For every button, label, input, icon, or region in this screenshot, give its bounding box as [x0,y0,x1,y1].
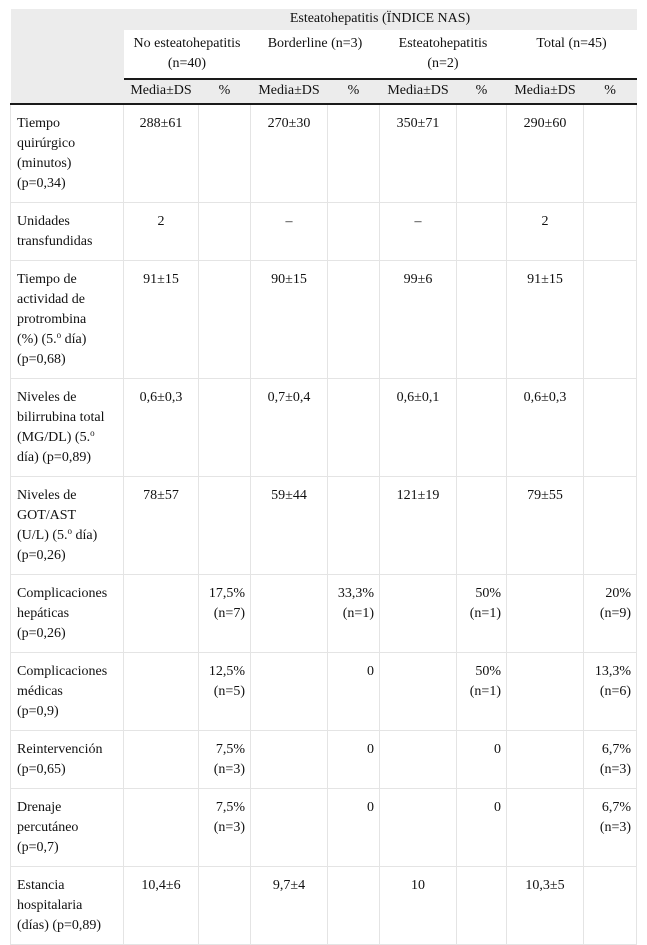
mean-sd-cell: 121±19 [380,477,457,575]
mean-sd-cell: 10,3±5 [507,867,584,945]
percent-cell [199,203,251,261]
row-label-line: Estancia [17,878,65,893]
subheader-percent: % [457,79,507,104]
percent-cell: 7,5% (n=3) [199,789,251,867]
percent-cell [199,477,251,575]
mean-sd-cell: 0,7±0,4 [251,379,328,477]
row-label-line: Tiempo de [17,272,77,287]
row-label-line: (U/L) (5.$^o$ día) [17,526,98,543]
mean-sd-cell: 0,6±0,3 [124,379,199,477]
row-label-line: (p=0,9) [17,704,59,719]
percent-cell [328,104,380,203]
row-label-line: percutáneo [17,820,79,835]
row-label-line: Complicaciones [17,664,108,679]
mean-sd-cell [124,731,199,789]
percent-cell [328,261,380,379]
mean-sd-cell: 288±61 [124,104,199,203]
percent-cell [584,867,637,945]
table-row [11,731,637,789]
corner-cell [11,9,124,30]
row-label-line: Tiempo [17,116,61,131]
percent-cell: 0 [457,789,507,867]
row-label-line: hospitalaria [17,898,83,913]
percent-cell: 50% (n=1) [457,575,507,653]
row-label-line: Niveles de [17,488,77,503]
percent-cell [584,104,637,203]
group-label: Borderline (n=3) [267,36,363,51]
group-label: No esteatohepatitis [133,36,241,51]
subheader-percent: % [328,79,380,104]
percent-cell [199,379,251,477]
percent-cell: 6,7% (n=3) [584,731,637,789]
row-label [11,261,124,379]
group-header-esteatohepatitis [380,30,507,79]
percent-cell [457,867,507,945]
group-header-no-esteatohepatitis [124,30,251,79]
percent-cell: 6,7% (n=3) [584,789,637,867]
subheader-percent: % [584,79,637,104]
mean-sd-cell [124,789,199,867]
mean-sd-cell [507,653,584,731]
percent-cell [457,104,507,203]
row-label [11,203,124,261]
row-label [11,731,124,789]
row-label-line: (%) (5.$^o$ día) [17,330,87,347]
row-label-line: (p=0,65) [17,762,66,777]
percent-cell [584,379,637,477]
table-row [11,261,637,379]
row-label [11,477,124,575]
row-label-line: médicas [17,684,63,699]
mean-sd-cell: – [380,203,457,261]
corner-cell [11,79,124,104]
mean-sd-cell: 91±15 [507,261,584,379]
percent-cell: 20% (n=9) [584,575,637,653]
percent-cell: 17,5% (n=7) [199,575,251,653]
row-label-line: (p=0,34) [17,176,66,191]
row-label [11,575,124,653]
table-row [11,653,637,731]
percent-cell [457,261,507,379]
group-header-total [507,30,637,79]
subheader-media-ds: Media±DS [507,79,584,104]
subheader-media-ds: Media±DS [380,79,457,104]
table-row [11,104,637,203]
table-row [11,379,637,477]
percent-cell: 50% (n=1) [457,653,507,731]
row-label-line: (p=0,26) [17,548,66,563]
mean-sd-cell: 290±60 [507,104,584,203]
table-row [11,477,637,575]
mean-sd-cell: 79±55 [507,477,584,575]
mean-sd-cell [507,731,584,789]
percent-cell [328,867,380,945]
mean-sd-cell: 10 [380,867,457,945]
mean-sd-cell [380,789,457,867]
percent-cell [584,477,637,575]
percent-cell [328,477,380,575]
row-label [11,379,124,477]
mean-sd-cell: 0,6±0,3 [507,379,584,477]
row-label-line: quirúrgico [17,136,76,151]
percent-cell: 33,3% (n=1) [328,575,380,653]
mean-sd-cell: 99±6 [380,261,457,379]
subheader-percent: % [199,79,251,104]
row-label [11,867,124,945]
mean-sd-cell: 9,7±4 [251,867,328,945]
results-table [10,9,637,945]
corner-cell [11,30,124,79]
mean-sd-cell: 2 [507,203,584,261]
row-label-line: Drenaje [17,800,62,815]
row-label-line: Unidades [17,214,70,229]
table-row [11,575,637,653]
mean-sd-cell [124,575,199,653]
table-row [11,789,637,867]
percent-cell: 7,5% (n=3) [199,731,251,789]
mean-sd-cell: 90±15 [251,261,328,379]
row-label-line: actividad de [17,292,86,307]
table-row [11,203,637,261]
mean-sd-cell [380,653,457,731]
group-header-borderline [251,30,380,79]
percent-cell [457,379,507,477]
percent-cell [199,261,251,379]
row-label-line: (p=0,26) [17,626,66,641]
row-label-line: transfundidas [17,234,93,249]
mean-sd-cell [251,789,328,867]
row-label [11,789,124,867]
mean-sd-cell [380,731,457,789]
mean-sd-cell [507,575,584,653]
mean-sd-cell [251,575,328,653]
percent-cell: 0 [457,731,507,789]
percent-cell: 0 [328,653,380,731]
group-label: Esteatohepatitis [398,36,488,51]
row-label [11,653,124,731]
row-label-line: bilirrubina total [17,410,105,425]
percent-cell: 12,5% (n=5) [199,653,251,731]
percent-cell [328,379,380,477]
percent-cell: 0 [328,789,380,867]
mean-sd-cell [251,653,328,731]
mean-sd-cell: 10,4±6 [124,867,199,945]
table-title: Esteatohepatitis (ÏNDICE NAS) [124,9,637,30]
mean-sd-cell: 270±30 [251,104,328,203]
mean-sd-cell: 59±44 [251,477,328,575]
percent-cell [457,477,507,575]
row-label-line: protrombina [17,312,87,327]
row-label-line: (MG/DL) (5.$^o$ [17,428,95,445]
row-label-line: (días) (p=0,89) [17,918,102,933]
mean-sd-cell [507,789,584,867]
row-label-line: GOT/AST [17,508,77,523]
mean-sd-cell: 350±71 [380,104,457,203]
mean-sd-cell: 0,6±0,1 [380,379,457,477]
percent-cell [199,867,251,945]
group-label: Total (n=45) [536,36,607,51]
mean-sd-cell: 78±57 [124,477,199,575]
row-label-line: Reintervención [17,742,103,757]
mean-sd-cell: 91±15 [124,261,199,379]
percent-cell: 0 [328,731,380,789]
percent-cell [199,104,251,203]
percent-cell [584,203,637,261]
percent-cell [457,203,507,261]
percent-cell [584,261,637,379]
mean-sd-cell [251,731,328,789]
mean-sd-cell: – [251,203,328,261]
row-label-line: (minutos) [17,156,72,171]
row-label-line: (p=0,7) [17,840,59,855]
percent-cell: 13,3% (n=6) [584,653,637,731]
row-label-line: Complicaciones [17,586,108,601]
mean-sd-cell [380,575,457,653]
row-label-line: Niveles de [17,390,77,405]
mean-sd-cell: 2 [124,203,199,261]
table-row [11,867,637,945]
row-label [11,104,124,203]
mean-sd-cell [124,653,199,731]
subheader-media-ds: Media±DS [124,79,199,104]
group-count: (n=40) [167,56,207,71]
subheader-media-ds: Media±DS [251,79,328,104]
group-count: (n=2) [427,56,459,71]
row-label-line: (p=0,68) [17,352,66,367]
row-label-line: hepáticas [17,606,70,621]
row-label-line: día) (p=0,89) [17,450,91,465]
percent-cell [328,203,380,261]
